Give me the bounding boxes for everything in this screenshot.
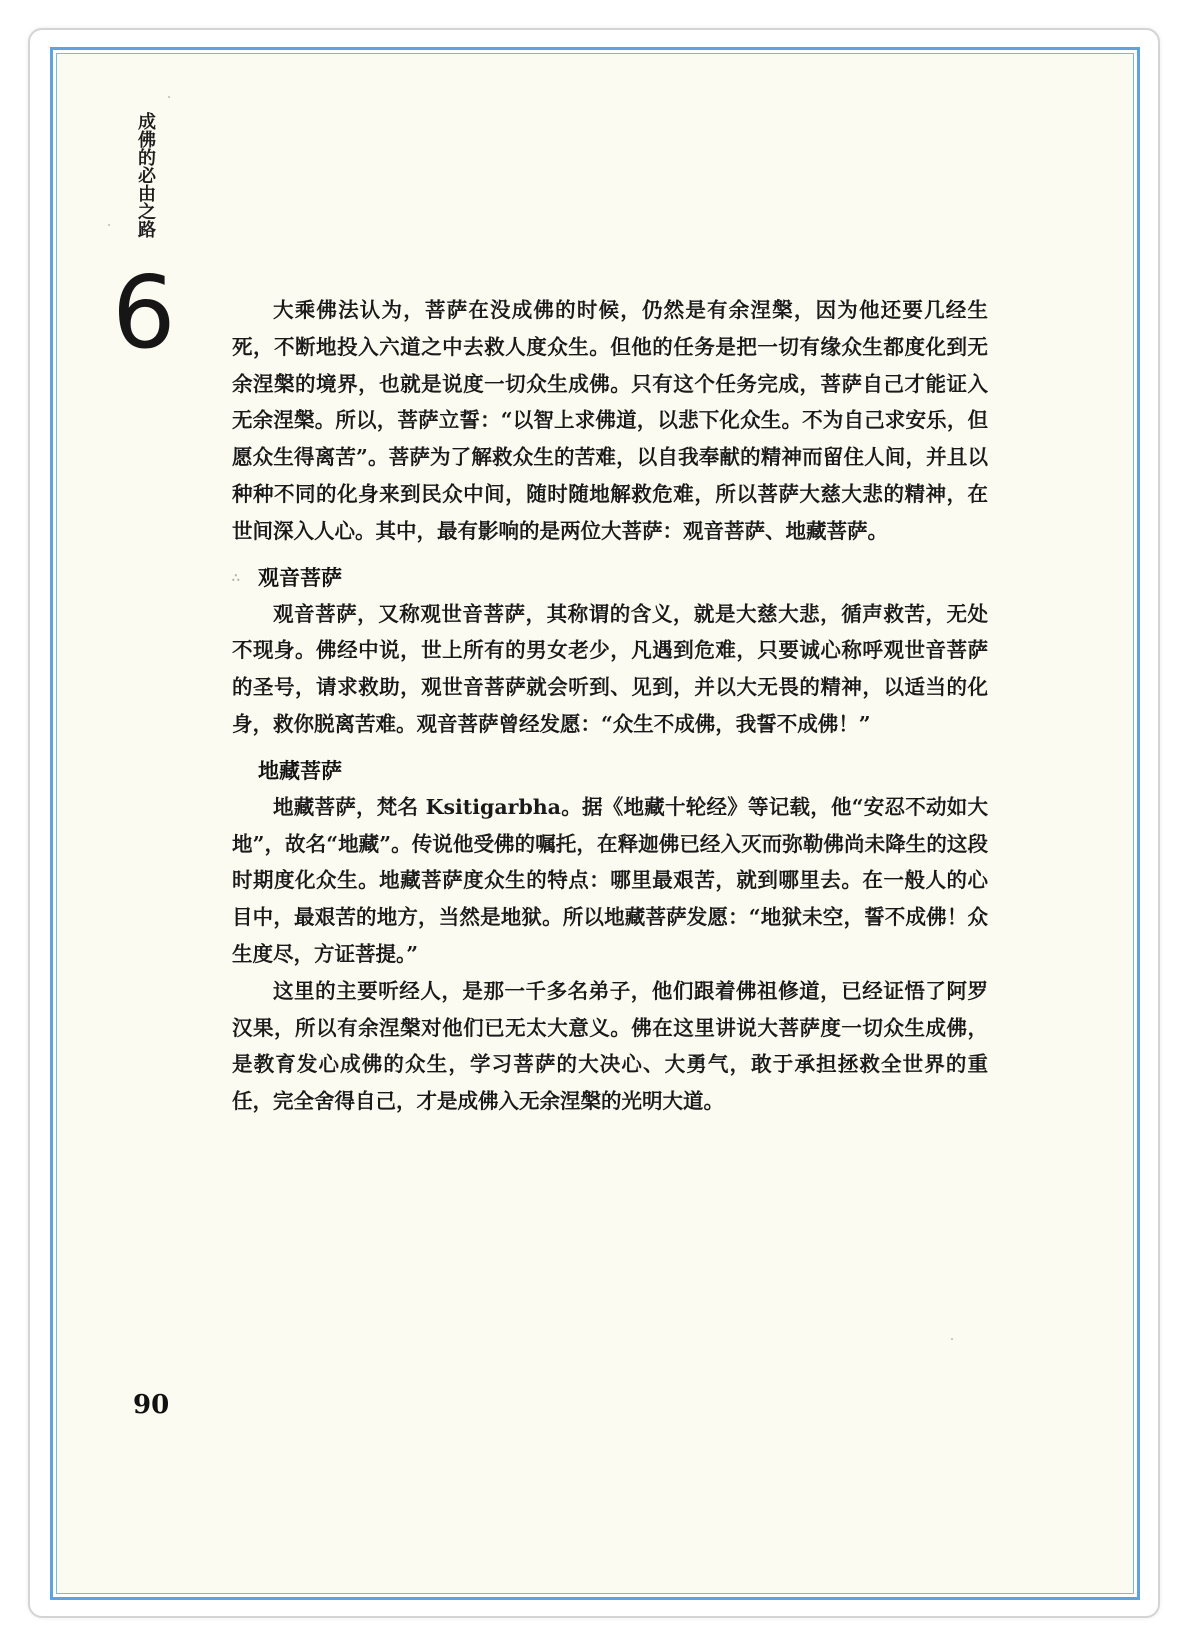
paragraph-guanyin: 观音菩萨，又称观世音菩萨，其称谓的含义，就是大慈大悲，循声救苦，无处不现身。佛经中说，世上所有的男女老少，凡遇到危难，只要诚心称呼观世音菩萨的圣号，请求救助，观世音菩萨就会听到、见到，并以大无畏的精神，以适当的化身，救你脱离苦难。观音菩萨曾经发愿：“众生不成佛，我誓不成佛！” [232,601,988,736]
scan-speck [168,96,170,98]
paragraph-dizang: 地藏菩萨，梵名 Ksitigarbha。据《地藏十轮经》等记载，他“安忍不动如大地”，故名“地藏”。传说他受佛的嘱托，在释迦佛已经入灭而弥勒佛尚未降生的这段时期度化众生。地藏菩萨度众生的特点：哪里最艰苦，就到哪里去。在一般人的心目中，最艰苦的地方，当然是地狱。所以地藏菩萨发愿：“地狱未空，誓不成佛！众生度尽，方证菩提。” [232,794,988,966]
scan-speck [951,1338,953,1340]
scan-speck [108,224,110,226]
running-head: 成佛的必由之路 [135,112,156,238]
heading-guanyin [232,562,988,594]
paragraph-intro: 大乘佛法认为，菩萨在没成佛的时候，仍然是有余涅槃，因为他还要几经生死，不断地投入六道之中去救人度众生。但他的任务是把一切有缘众生都度化到无余涅槃的境界，也就是说度一切众生成佛。只有这个任务完成，菩萨自己才能证入无余涅槃。所以，菩萨立誓：“以智上求佛道，以悲下化众生。不为自己求安乐，但愿众生得离苦”。菩萨为了解救众生的苦难，以自我奉献的精神而留住人间，并且以种种不同的化身来到民众中间，随时随地解救危难，所以菩萨大慈大悲的精神，在世间深入人心。其中，最有影响的是两位大菩萨：观音菩萨、地藏菩萨。 [232,298,988,543]
section-bullet-icon: ∴ [232,570,240,585]
page-number: 90 [133,1390,170,1420]
heading-dizang-text: 地藏菩萨 [258,757,342,783]
body-text [232,292,988,1120]
heading-guanyin-text: 观音菩萨 [258,564,342,590]
chapter-number: 6 [112,254,176,371]
paragraph-conclusion: 这里的主要听经人，是那一千多名弟子，他们跟着佛祖修道，已经证悟了阿罗汉果，所以有余涅槃对他们已无太大意义。佛在这里讲说大菩萨度一切众生成佛，是教育发心成佛的众生，学习菩萨的大决心、大勇气，敢于承担拯救全世界的重任，完全舍得自己，才是成佛入无余涅槃的光明大道。 [232,978,988,1114]
heading-dizang [232,755,988,787]
